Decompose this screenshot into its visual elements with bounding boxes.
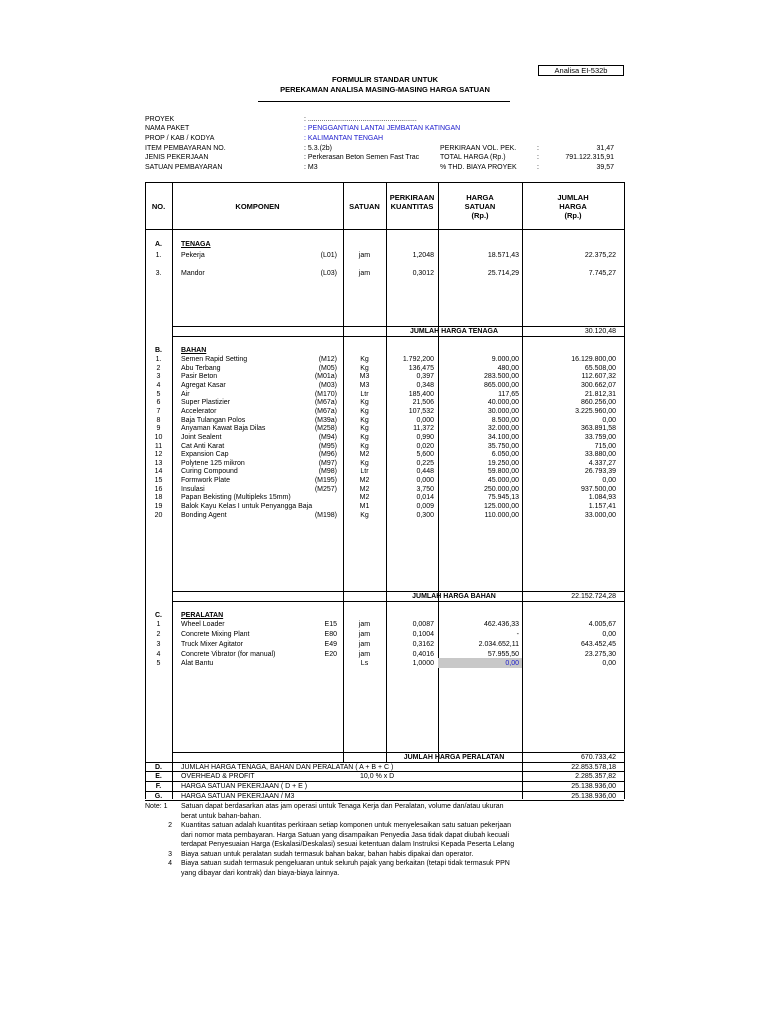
subtotal-rule	[172, 336, 624, 337]
row-name: Expansion Cap	[181, 451, 229, 459]
row-code: (M12)	[318, 356, 337, 363]
row-code: (M195)	[314, 477, 337, 485]
row-name: Baja Tulangan Polos	[181, 416, 246, 424]
row-code: E80	[324, 631, 337, 638]
row-name: Accelerator	[181, 407, 217, 415]
row-unit: jam	[358, 641, 371, 648]
row-total: 23.275,30	[584, 651, 616, 658]
row-quantity: 1.792,200	[402, 356, 434, 363]
row-number: 12	[154, 451, 163, 459]
subtotal-value: 30.120,48	[584, 328, 616, 335]
row-total: 4.337,27	[588, 459, 616, 467]
row-name: Alat Bantu	[181, 660, 214, 667]
summary-value: 22.853.578,18	[571, 764, 616, 771]
row-name: Concrete Vibrator (for manual)	[181, 651, 276, 658]
header-kuantitas-1: PERKIRAAN	[389, 193, 435, 202]
row-name: Pekerja	[181, 252, 205, 259]
info-value: : KALIMANTAN TENGAH	[304, 135, 384, 142]
row-unit: Kg	[360, 407, 369, 415]
row-total: 937.500,00	[580, 485, 616, 493]
row-name: Polytene 125 mikron	[181, 459, 245, 467]
row-code: (M01a)	[314, 373, 337, 381]
row-quantity: 0,1004	[412, 631, 434, 638]
row-number: 7	[156, 407, 161, 415]
row-total: 33.000,00	[584, 511, 616, 519]
note-number: 3	[168, 850, 172, 858]
header-kuantitas-2: KUANTITAS	[390, 202, 434, 211]
row-unit-price: 462.436,33	[483, 621, 519, 628]
row-unit: jam	[358, 631, 371, 638]
info-right-label: % THD. BIAYA PROYEK	[440, 164, 517, 171]
row-name: Wheel Loader	[181, 621, 225, 628]
row-quantity: 21,506	[412, 399, 434, 407]
row-number: 16	[154, 485, 163, 493]
row-total: 0,00	[602, 416, 616, 424]
row-unit-price: 32.000,00	[487, 425, 519, 433]
row-total: 65.508,00	[584, 364, 616, 372]
row-name: Super Plastizier	[181, 399, 231, 407]
row-unit-price: 250.000,00	[483, 485, 519, 493]
row-number: 8	[156, 416, 161, 424]
row-quantity: 1,0000	[412, 660, 434, 667]
row-number: 1.	[155, 252, 162, 259]
note-number: 4	[168, 860, 172, 867]
row-total: 4.005,67	[588, 621, 616, 628]
subtotal-value: 22.152.724,28	[571, 593, 616, 600]
row-quantity: 136,475	[408, 364, 434, 372]
note-line: dari nomor mata pembayaran. Harga Satuan yang disampaikan Penyedia Jasa tidak dapat diubah kecuali	[181, 831, 510, 839]
note-line: yang dibayar dari kontrak) dan biaya-biaya lainnya.	[181, 869, 340, 877]
row-total: 0,00	[602, 631, 616, 638]
info-value: : ........................................................	[304, 116, 417, 123]
row-number: 4	[156, 381, 161, 389]
row-code: (M67a)	[314, 407, 337, 415]
row-number: 13	[154, 459, 163, 467]
row-unit: M3	[359, 381, 370, 389]
info-right-label: TOTAL HARGA (Rp.)	[440, 154, 506, 161]
row-number: 9	[156, 425, 161, 433]
section-title: PERALATAN	[181, 612, 224, 619]
row-unit: Ltr	[360, 390, 369, 398]
row-unit-price: 2.034.652,11	[478, 641, 519, 648]
row-quantity: 1,2048	[412, 252, 434, 259]
row-total: 0,00	[602, 477, 616, 485]
info-label: ITEM PEMBAYARAN NO.	[145, 145, 226, 152]
section-title: BAHAN	[181, 347, 207, 354]
note-line: Kuantitas satuan adalah kuantitas perkiraan setiap komponen untuk menyelesaikan satu satuan pekerjaan	[181, 822, 511, 829]
summary-letter: F.	[155, 783, 162, 790]
summary-label: OVERHEAD & PROFIT	[181, 773, 255, 780]
section-letter: B.	[155, 347, 162, 354]
row-number: 15	[154, 477, 163, 485]
row-unit: jam	[358, 270, 371, 277]
info-label: JENIS PEKERJAAN	[145, 154, 209, 161]
info-label: PROYEK	[145, 116, 175, 123]
row-name: Balok Kayu Kelas I untuk Penyangga Baja	[181, 503, 313, 511]
info-label: NAMA PAKET	[145, 125, 190, 132]
row-name: Mandor	[181, 270, 205, 277]
info-right-colon: :	[537, 154, 539, 161]
row-unit: Kg	[360, 416, 369, 424]
row-unit: jam	[358, 651, 371, 658]
row-quantity: 3,750	[416, 485, 434, 493]
info-right-value: 791.122.315,91	[565, 154, 614, 161]
subtotal-label: JUMLAH HARGA PERALATAN	[403, 754, 505, 761]
row-total: 860.256,00	[580, 399, 616, 407]
row-quantity: 0,020	[416, 442, 434, 450]
header-harga-satuan-3: (Rp.)	[471, 211, 489, 220]
row-total: 33.759,00	[584, 433, 616, 441]
row-unit-price: 45.000,00	[487, 477, 519, 485]
subtotal-value: 670.733,42	[580, 754, 616, 761]
header-jumlah-3: (Rp.)	[564, 211, 582, 220]
subtotal-label: JUMLAH HARGA BAHAN	[412, 593, 496, 600]
row-quantity: 0,225	[416, 459, 434, 467]
row-code: (M97)	[318, 459, 337, 467]
row-code: E49	[324, 641, 337, 648]
row-number: 10	[154, 433, 163, 441]
subtotal-label: JUMLAH HARGA TENAGA	[409, 328, 499, 335]
note-number: 2	[168, 822, 172, 829]
row-unit: Kg	[360, 364, 369, 372]
row-unit-price: 480,00	[497, 364, 519, 372]
row-number: 11	[154, 442, 163, 450]
row-total: 3.225.960,00	[575, 407, 616, 415]
row-unit-price: 34.100,00	[487, 433, 519, 441]
row-code: E15	[324, 621, 337, 628]
row-name: Insulasi	[181, 485, 205, 493]
document-code: Analisa EI-532b	[538, 65, 624, 76]
info-right-value: 39,57	[596, 164, 614, 171]
row-unit-price: 30.000,00	[487, 407, 519, 415]
row-unit: M2	[359, 451, 370, 459]
row-number: 2	[156, 631, 161, 638]
info-right-colon: :	[537, 164, 539, 171]
row-number: 1	[156, 621, 161, 628]
row-unit-price: 110.000,00	[484, 511, 519, 519]
row-unit-price: 0,00	[505, 660, 519, 667]
row-code: (M39a)	[314, 416, 337, 424]
summary-label: HARGA SATUAN PEKERJAAN ( D + E )	[181, 783, 308, 790]
row-unit-price: 117,65	[498, 390, 519, 398]
section-letter: A.	[155, 241, 162, 248]
row-quantity: 0,009	[416, 503, 434, 511]
row-code: (M03)	[318, 381, 337, 389]
row-unit: Kg	[360, 459, 369, 467]
row-number: 1.	[155, 356, 162, 363]
row-total: 1.157,41	[588, 503, 616, 511]
row-number: 18	[154, 494, 163, 502]
row-name: Joint Sealent	[181, 433, 222, 441]
row-quantity: 0,3162	[412, 641, 434, 648]
row-unit: Kg	[360, 511, 369, 519]
title-line-1: FORMULIR STANDAR UNTUK	[331, 75, 439, 84]
header-harga-satuan-1: HARGA	[466, 193, 494, 202]
summary-letter: D.	[155, 764, 162, 771]
row-unit-price: 40.000,00	[487, 399, 519, 407]
summary-letter: G.	[154, 793, 163, 800]
row-name: Formwork Plate	[181, 477, 231, 485]
row-quantity: 0,990	[416, 433, 434, 441]
row-unit-price: 865.000,00	[483, 381, 519, 389]
row-unit-price: -	[516, 631, 519, 638]
row-code: (M98)	[318, 468, 337, 476]
summary-formula: 10,0 % x D	[360, 773, 395, 780]
row-unit: Kg	[360, 425, 369, 433]
note-line: Biaya satuan sudah termasuk pengeluaran untuk seluruh pajak yang berkaitan (tetapi tidak termasuk PPN	[181, 860, 510, 867]
row-unit: jam	[358, 621, 371, 628]
row-name: Semen Rapid Setting	[181, 356, 248, 363]
info-label: PROP / KAB / KODYA	[145, 135, 215, 142]
row-unit-price: 6.050,00	[491, 451, 519, 459]
row-unit: M2	[359, 485, 370, 493]
row-code: (M170)	[314, 390, 337, 398]
row-number: 2	[156, 364, 161, 372]
row-code: (M94)	[318, 433, 337, 441]
row-unit: Kg	[360, 433, 369, 441]
row-total: 21.812,31	[584, 390, 616, 398]
row-name: Abu Terbang	[181, 364, 221, 372]
row-total: 16.129.800,00	[571, 356, 616, 363]
note-line: terdapat Penyesuaian Harga (Eskalasi/Deskalasi) sesuai ketentuan dalam Instruksi Kepada Peserta Lelang	[181, 841, 515, 848]
row-quantity: 5,600	[416, 451, 434, 459]
row-code: (M05)	[318, 364, 337, 372]
row-unit-price: 25.714,29	[487, 270, 519, 277]
row-unit-price: 59.800,00	[487, 468, 519, 476]
row-quantity: 0,000	[416, 477, 434, 485]
row-quantity: 0,014	[416, 494, 434, 502]
row-code: (M258)	[314, 425, 337, 433]
row-unit-price: 9.000,00	[491, 356, 519, 363]
row-name: Truck Mixer Agitator	[181, 641, 243, 648]
summary-label: JUMLAH HARGA TENAGA, BAHAN DAN PERALATAN ( A + B + C )	[181, 764, 394, 771]
row-total: 7.745,27	[588, 270, 616, 277]
header-jumlah-2: HARGA	[559, 202, 587, 211]
info-value: : Perkerasan Beton Semen Fast Trac	[304, 154, 420, 161]
row-code: (M95)	[318, 442, 337, 450]
row-code: (M198)	[314, 511, 337, 519]
info-value: : 5.3.(2b)	[304, 145, 333, 152]
row-code: (L01)	[320, 252, 337, 259]
row-unit-price: 19.250,00	[487, 459, 519, 467]
row-quantity: 0,0087	[412, 621, 434, 628]
row-unit-price: 125.000,00	[483, 503, 519, 511]
row-code: (L03)	[320, 270, 337, 277]
row-quantity: 0,448	[416, 468, 434, 476]
summary-label: HARGA SATUAN PEKERJAAN / M3	[181, 793, 295, 800]
row-number: 3	[156, 641, 161, 648]
row-number: 4	[156, 651, 161, 658]
row-unit-price: 8.500,00	[491, 416, 519, 424]
summary-value: 25.138.936,00	[571, 793, 616, 800]
row-total: 643.452,45	[580, 641, 616, 648]
row-code: (M257)	[314, 485, 337, 493]
header-jumlah-1: JUMLAH	[557, 193, 589, 202]
row-total: 22.375,22	[584, 252, 616, 259]
row-name: Pasir Beton	[181, 373, 218, 381]
header-komponen: KOMPONEN	[235, 202, 280, 211]
title-underline	[258, 101, 510, 102]
title-line-2: PEREKAMAN ANALISA MASING-MASING HARGA SATUAN	[280, 85, 490, 94]
row-unit-price: 283.500,00	[483, 373, 519, 381]
note-line: Satuan dapat berdasarkan atas jam operasi untuk Tenaga Kerja dan Peralatan, volume dan/atau ukuran	[181, 803, 504, 810]
summary-letter: E.	[155, 773, 162, 780]
row-unit-price: 57.955,50	[487, 651, 519, 658]
section-title: TENAGA	[181, 241, 211, 248]
row-quantity: 0,4016	[412, 651, 434, 658]
row-number: 3.	[155, 270, 162, 277]
row-unit: Ltr	[360, 468, 369, 476]
row-quantity: 185,400	[408, 390, 434, 398]
row-unit-price: 75.945,13	[487, 494, 519, 502]
row-number: 19	[154, 503, 163, 511]
row-unit: M1	[359, 503, 370, 511]
row-unit: Kg	[360, 442, 369, 450]
subtotal-rule	[172, 601, 624, 602]
info-value: : M3	[304, 164, 318, 171]
header-harga-satuan-2: SATUAN	[464, 202, 496, 211]
row-number: 6	[156, 399, 161, 407]
notes-prefix: Note: 1	[145, 803, 168, 810]
row-quantity: 0,300	[416, 511, 434, 519]
summary-value: 25.138.936,00	[571, 783, 616, 790]
row-name: Agregat Kasar	[181, 381, 226, 389]
row-total: 363.891,58	[580, 425, 616, 433]
row-total: 1.084,93	[588, 494, 616, 502]
info-label: SATUAN PEMBAYARAN	[145, 164, 223, 171]
section-letter: C.	[155, 612, 162, 619]
row-code: (M67a)	[314, 399, 337, 407]
row-total: 33.880,00	[584, 451, 616, 459]
info-value: : PENGGANTIAN LANTAI JEMBATAN KATINGAN	[304, 125, 461, 132]
header-no: NO.	[151, 202, 166, 211]
row-name: Bonding Agent	[181, 511, 227, 519]
info-right-colon: :	[537, 145, 539, 152]
row-name: Air	[181, 390, 190, 398]
row-quantity: 0,348	[416, 381, 434, 389]
row-unit: Ls	[360, 660, 369, 667]
row-number: 20	[154, 511, 163, 519]
row-unit: Kg	[360, 356, 369, 363]
note-line: Biaya satuan untuk peralatan sudah termasuk bahan bakar, bahan habis dipakai dan operator.	[181, 850, 474, 858]
row-number: 5	[156, 390, 161, 398]
row-name: Concrete Mixing Plant	[181, 631, 250, 638]
row-unit-price: 35.750,00	[487, 442, 519, 450]
header-satuan: SATUAN	[349, 202, 380, 211]
row-number: 5	[156, 660, 161, 667]
row-total: 300.662,07	[580, 381, 616, 389]
row-unit: M2	[359, 477, 370, 485]
row-code: E20	[324, 651, 337, 658]
row-total: 0,00	[602, 660, 616, 667]
row-unit: Kg	[360, 399, 369, 407]
row-name: Papan Bekisting (Multipleks 15mm)	[181, 494, 291, 502]
row-unit: M2	[359, 494, 370, 502]
row-name: Curing Compound	[181, 468, 238, 476]
row-total: 715,00	[594, 442, 616, 450]
note-line: berat untuk bahan-bahan.	[181, 812, 262, 820]
row-number: 14	[154, 468, 163, 476]
row-total: 26.793,39	[584, 468, 616, 476]
row-quantity: 107,532	[408, 407, 434, 415]
row-name: Anyaman Kawat Baja Dilas	[181, 425, 266, 433]
info-right-value: 31,47	[596, 145, 614, 152]
info-right-label: PERKIRAAN VOL. PEK.	[440, 145, 517, 152]
row-quantity: 0,000	[416, 416, 434, 424]
row-number: 3	[156, 373, 161, 381]
row-quantity: 0,397	[416, 373, 434, 381]
row-total: 112.607,32	[581, 373, 616, 381]
summary-value: 2.285.357,82	[575, 773, 616, 780]
row-unit-price: 18.571,43	[487, 252, 519, 259]
row-code: (M96)	[318, 451, 337, 459]
row-unit: M3	[359, 373, 370, 381]
row-quantity: 0,3012	[412, 270, 434, 277]
row-unit: jam	[358, 252, 371, 259]
row-quantity: 11,372	[413, 425, 434, 433]
row-name: Cat Anti Karat	[181, 442, 225, 450]
